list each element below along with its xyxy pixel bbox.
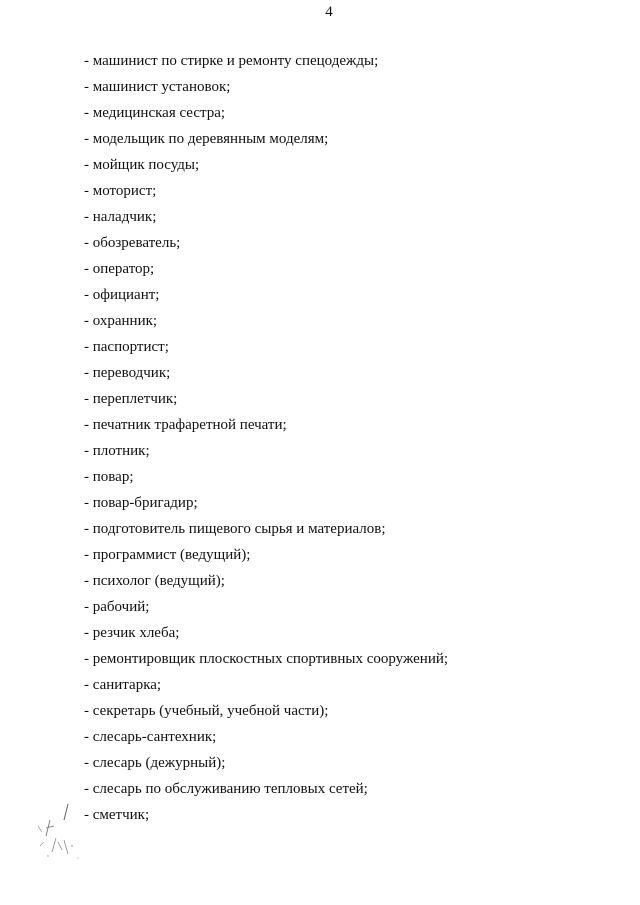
list-item: - сметчик;: [84, 807, 150, 823]
list-item: - подготовитель пищевого сырья и материалов;: [84, 521, 386, 537]
list-item: - паспортист;: [84, 339, 169, 355]
list-item: - моторист;: [84, 183, 157, 199]
handwritten-mark: [28, 796, 88, 866]
list-item: - рабочий;: [84, 599, 150, 615]
list-item: - наладчик;: [84, 209, 157, 225]
profession-list: [84, 52, 448, 832]
list-item: - резчик хлеба;: [84, 625, 180, 641]
list-item: - ремонтировщик плоскостных спортивных сооружений;: [84, 651, 449, 667]
list-item: - модельщик по деревянным моделям;: [84, 131, 329, 147]
list-item: - переплетчик;: [84, 391, 178, 407]
list-item: - психолог (ведущий);: [84, 573, 225, 589]
list-item: - охранник;: [84, 313, 158, 329]
list-item: - слесарь (дежурный);: [84, 755, 226, 771]
list-item: - повар-бригадир;: [84, 495, 198, 511]
list-item: - официант;: [84, 287, 160, 303]
list-item: - оператор;: [84, 261, 155, 277]
list-item: - печатник трафаретной печати;: [84, 417, 287, 433]
list-item: - плотник;: [84, 443, 150, 459]
list-item: - машинист установок;: [84, 79, 231, 95]
list-item: - слесарь-сантехник;: [84, 729, 217, 745]
list-item: - машинист по стирке и ремонту спецодежды;: [84, 53, 379, 69]
list-item: - повар;: [84, 469, 134, 485]
list-item: - секретарь (учебный, учебной части);: [84, 703, 329, 719]
page-number: 4: [325, 4, 333, 20]
list-item: - мойщик посуды;: [84, 157, 200, 173]
list-item: - слесарь по обслуживанию тепловых сетей;: [84, 781, 368, 797]
list-item: - переводчик;: [84, 365, 171, 381]
list-item: - программист (ведущий);: [84, 547, 251, 563]
list-item: - санитарка;: [84, 677, 162, 693]
list-item: - обозреватель;: [84, 235, 181, 251]
list-item: - медицинская сестра;: [84, 105, 226, 121]
